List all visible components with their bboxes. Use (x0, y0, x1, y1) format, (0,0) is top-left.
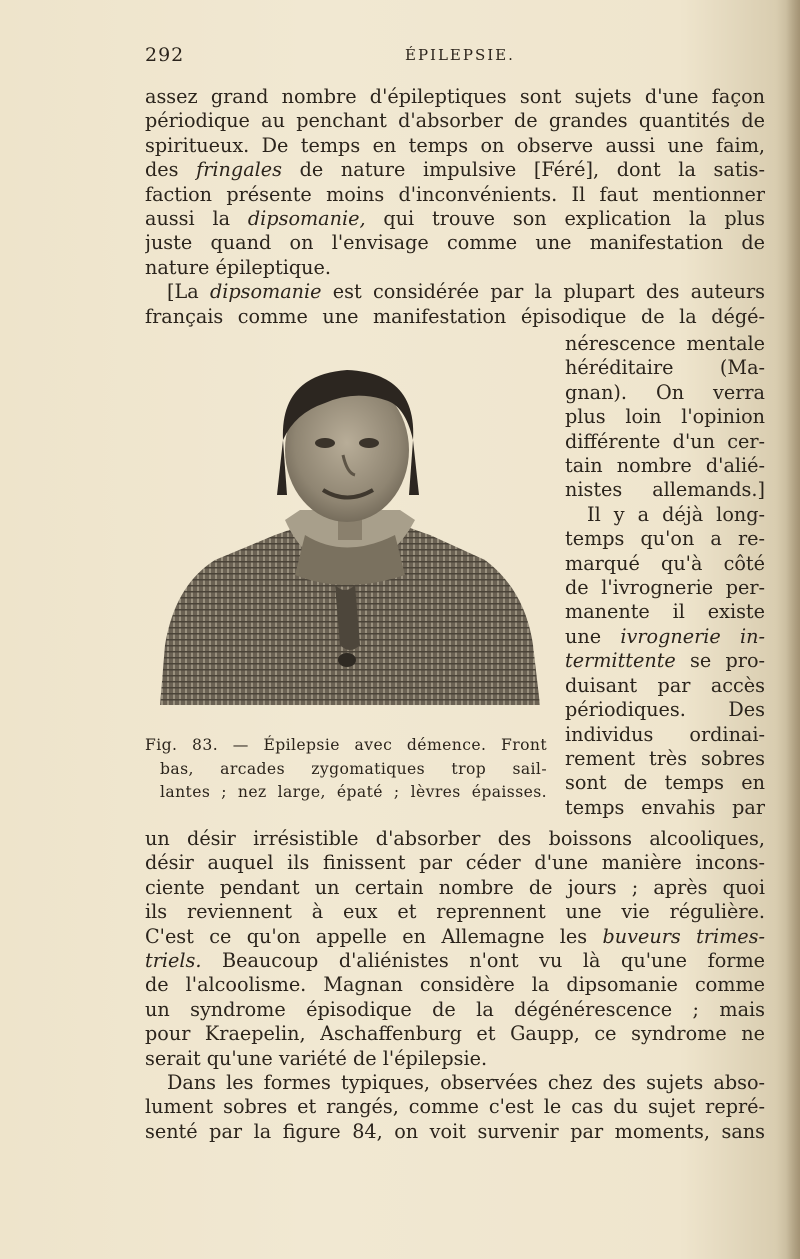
text-line: temps envahis par (565, 795, 765, 819)
caption-line: Fig. 83. — Épilepsie avec démence. Front (145, 736, 547, 754)
running-head: ÉPILEPSIE. (405, 46, 515, 64)
text-line: de l'alcoolisme. Magnan considère la dipsomanie comme (145, 973, 765, 997)
text-line: triels. Beaucoup d'aliénistes n'ont vu là qu'une forme (145, 949, 765, 973)
page-header (145, 44, 765, 72)
text-line: un désir irrésistible d'absorber des boissons alcooliques, (145, 827, 765, 850)
text-line: marqué qu'à côté (565, 551, 765, 575)
page-edge-shadow (786, 0, 800, 1259)
italic-term: dipsomanie (209, 280, 322, 304)
text-line: serait qu'une variété de l'épilepsie. (145, 1046, 488, 1070)
text-line: nistes allemands.] (565, 478, 765, 502)
text-line: des fringales de nature impulsive [Féré], dont la satis- (145, 158, 765, 182)
text-line: manente il existe (565, 600, 765, 624)
text-line: français comme une manifestation épisodique de la dégé- (145, 304, 765, 328)
italic-term: fringales (196, 158, 282, 182)
text-line: spiritueux. De temps en temps on observe aussi une faim, (145, 133, 765, 157)
text-line: ciente pendant un certain nombre de jours ; après quoi (145, 875, 765, 899)
italic-term: buveurs trimes- (602, 924, 765, 948)
text-line: nérescence mentale (565, 332, 765, 355)
text-line: rement très sobres (565, 746, 765, 770)
italic-term: dipsomanie, (247, 207, 366, 231)
text-line: nature épileptique. (145, 255, 331, 279)
page-number: 292 (145, 44, 185, 66)
text-line: périodiques. Des (565, 698, 765, 722)
text-line: lument sobres et rangés, comme c'est le cas du sujet repré- (145, 1095, 765, 1119)
text-line: C'est ce qu'on appelle en Allemagne les buveurs trimes- (145, 924, 765, 948)
figure-caption (145, 734, 547, 805)
text-line: temps qu'on a re- (565, 527, 765, 551)
text-line: gnan). On verra (565, 380, 765, 404)
text-line: désir auquel ils finissent par céder d'une manière incons- (145, 851, 765, 875)
text-line: faction présente moins d'inconvénients. Il faut mentionner (145, 182, 765, 206)
text-line: duisant par accès (565, 673, 765, 697)
text-line: individus ordinai- (565, 722, 765, 746)
text-line: héréditaire (Ma- (565, 356, 765, 380)
figure-83-portrait (155, 345, 545, 715)
text-line: aussi la dipsomanie, qui trouve son explication la plus (145, 207, 765, 231)
text-line: une ivrognerie in- (565, 624, 765, 648)
text-line: Il y a déjà long- (587, 502, 765, 526)
text-line: [La dipsomanie est considérée par la plupart des auteurs (167, 280, 765, 304)
text-line: termittente se pro- (565, 649, 765, 673)
text-line: plus loin l'opinion (565, 405, 765, 429)
italic-term: termittente (565, 649, 676, 673)
caption-line: bas, arcades zygomatiques trop sail- (160, 759, 547, 778)
text-line: tain nombre d'alié- (565, 454, 765, 478)
text-line: senté par la figure 84, on voit survenir par moments, sans (145, 1119, 765, 1143)
text-line: sont de temps en (565, 771, 765, 795)
paragraph-3 (145, 827, 765, 1144)
text-line: ils reviennent à eux et reprennent une vie régulière. (145, 900, 765, 924)
text-line: un syndrome épisodique de la dégénérescence ; mais (145, 997, 765, 1021)
italic-term: triels. (145, 949, 202, 973)
paragraph-1 (145, 85, 765, 329)
text-line: de l'ivrognerie per- (565, 576, 765, 600)
text-line: périodique au penchant d'absorber de grandes quantités de (145, 109, 765, 133)
text-line: juste quand on l'envisage comme une manifestation de (145, 231, 765, 255)
text-line: différente d'un cer- (565, 429, 765, 453)
caption-line: lantes ; nez large, épaté ; lèvres épaisses. (160, 783, 547, 801)
portrait-engraving (155, 345, 545, 715)
italic-term: ivrognerie in- (620, 624, 765, 648)
text-line: assez grand nombre d'épileptiques sont sujets d'une façon (145, 85, 765, 108)
text-line: Dans les formes typiques, observées chez des sujets abso- (167, 1071, 765, 1095)
side-column-text (565, 332, 765, 820)
text-line: pour Kraepelin, Aschaffenburg et Gaupp, ce syndrome ne (145, 1022, 765, 1046)
